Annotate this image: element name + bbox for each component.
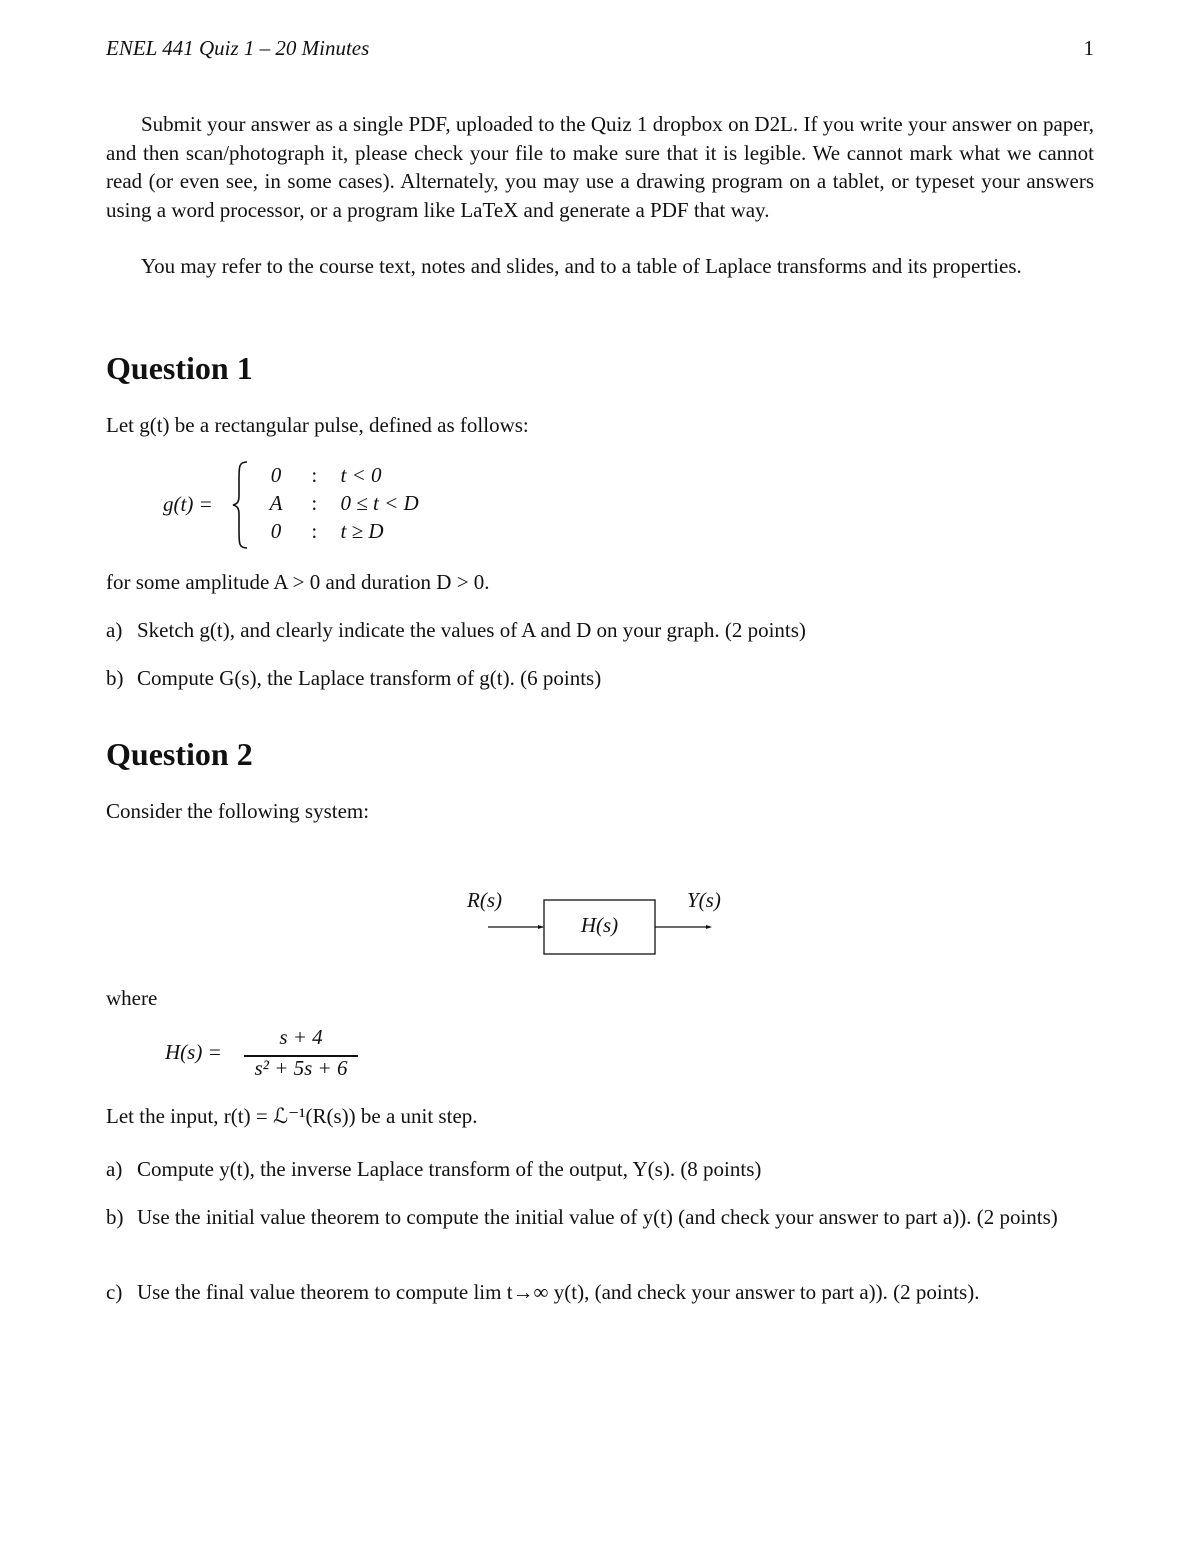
question-1-part-b [106, 664, 1096, 692]
case-value: 0 [270, 519, 282, 543]
case-value: A [269, 491, 283, 515]
input-label: R(s) [467, 888, 502, 912]
part-label: b) [106, 1205, 124, 1229]
question-1-part-a [106, 616, 1096, 644]
piecewise-brace [231, 460, 251, 550]
case-condition: t ≥ D [340, 519, 384, 543]
input-description: Let the input, r(t) = ℒ⁻¹(R(s)) be a unit step. [106, 1104, 478, 1128]
transfer-function-lhs: H(s) = [165, 1040, 222, 1064]
page-number: 1 [1083, 36, 1094, 60]
header-title: ENEL 441 Quiz 1 – 20 Minutes [106, 36, 370, 60]
question-2-part-c [106, 1278, 1096, 1306]
question-2-part-b [106, 1203, 1096, 1231]
part-label: a) [106, 1157, 123, 1181]
case-separator: : [311, 491, 318, 515]
question-1-heading: Question 1 [106, 350, 253, 386]
question-1-conditions: for some amplitude A > 0 and duration D > 0. [106, 570, 490, 594]
part-label: c) [106, 1280, 123, 1304]
intro-paragraph-1: Submit your answer as a single PDF, uploaded to the Quiz 1 dropbox on D2L. If you write your answer on paper, and then scan/photograph it, please check your file to make sure that it is legible. We cannot mark what we cannot read (or even see, in some cases). Alternately, you may use a drawing program on a tablet, or typeset your answers using a word processor, or a program like LaTeX and generate a PDF that way. [106, 112, 1094, 222]
case-value: 0 [270, 463, 282, 487]
question-2-part-a [106, 1155, 1096, 1183]
part-text: Use the initial value theorem to compute the initial value of y(t) (and check your answer to part a)). (2 points) [137, 1205, 1058, 1229]
case-row [264, 491, 419, 516]
intro-paragraph-2: You may refer to the course text, notes and slides, and to a table of Laplace transforms and its properties. [141, 254, 1022, 278]
part-text: Sketch g(t), and clearly indicate the values of A and D on your graph. (2 points) [137, 618, 806, 642]
part-text: Compute y(t), the inverse Laplace transform of the output, Y(s). (8 points) [137, 1157, 762, 1181]
piecewise-lhs: g(t) = [163, 492, 213, 516]
where-text: where [106, 986, 158, 1010]
part-label: b) [106, 666, 124, 690]
transfer-function-denominator: s² + 5s + 6 [254, 1056, 348, 1080]
transfer-function-numerator: s + 4 [279, 1025, 323, 1049]
part-label: a) [106, 618, 123, 642]
question-2-intro: Consider the following system: [106, 799, 370, 823]
block-label: H(s) [580, 913, 619, 937]
part-text: Compute G(s), the Laplace transform of g(t). (6 points) [137, 666, 602, 690]
question-1-intro: Let g(t) be a rectangular pulse, defined as follows: [106, 413, 529, 437]
case-separator: : [311, 519, 318, 543]
question-2-heading: Question 2 [106, 736, 253, 772]
output-arrowhead [706, 925, 712, 929]
case-condition: t < 0 [340, 463, 382, 487]
case-separator: : [311, 463, 318, 487]
case-row [264, 463, 382, 488]
case-row [264, 519, 384, 544]
output-label: Y(s) [687, 888, 721, 912]
part-text: Use the final value theorem to compute lim t→∞ y(t), (and check your answer to part a)). (2 points). [137, 1280, 980, 1304]
case-condition: 0 ≤ t < D [340, 491, 419, 515]
